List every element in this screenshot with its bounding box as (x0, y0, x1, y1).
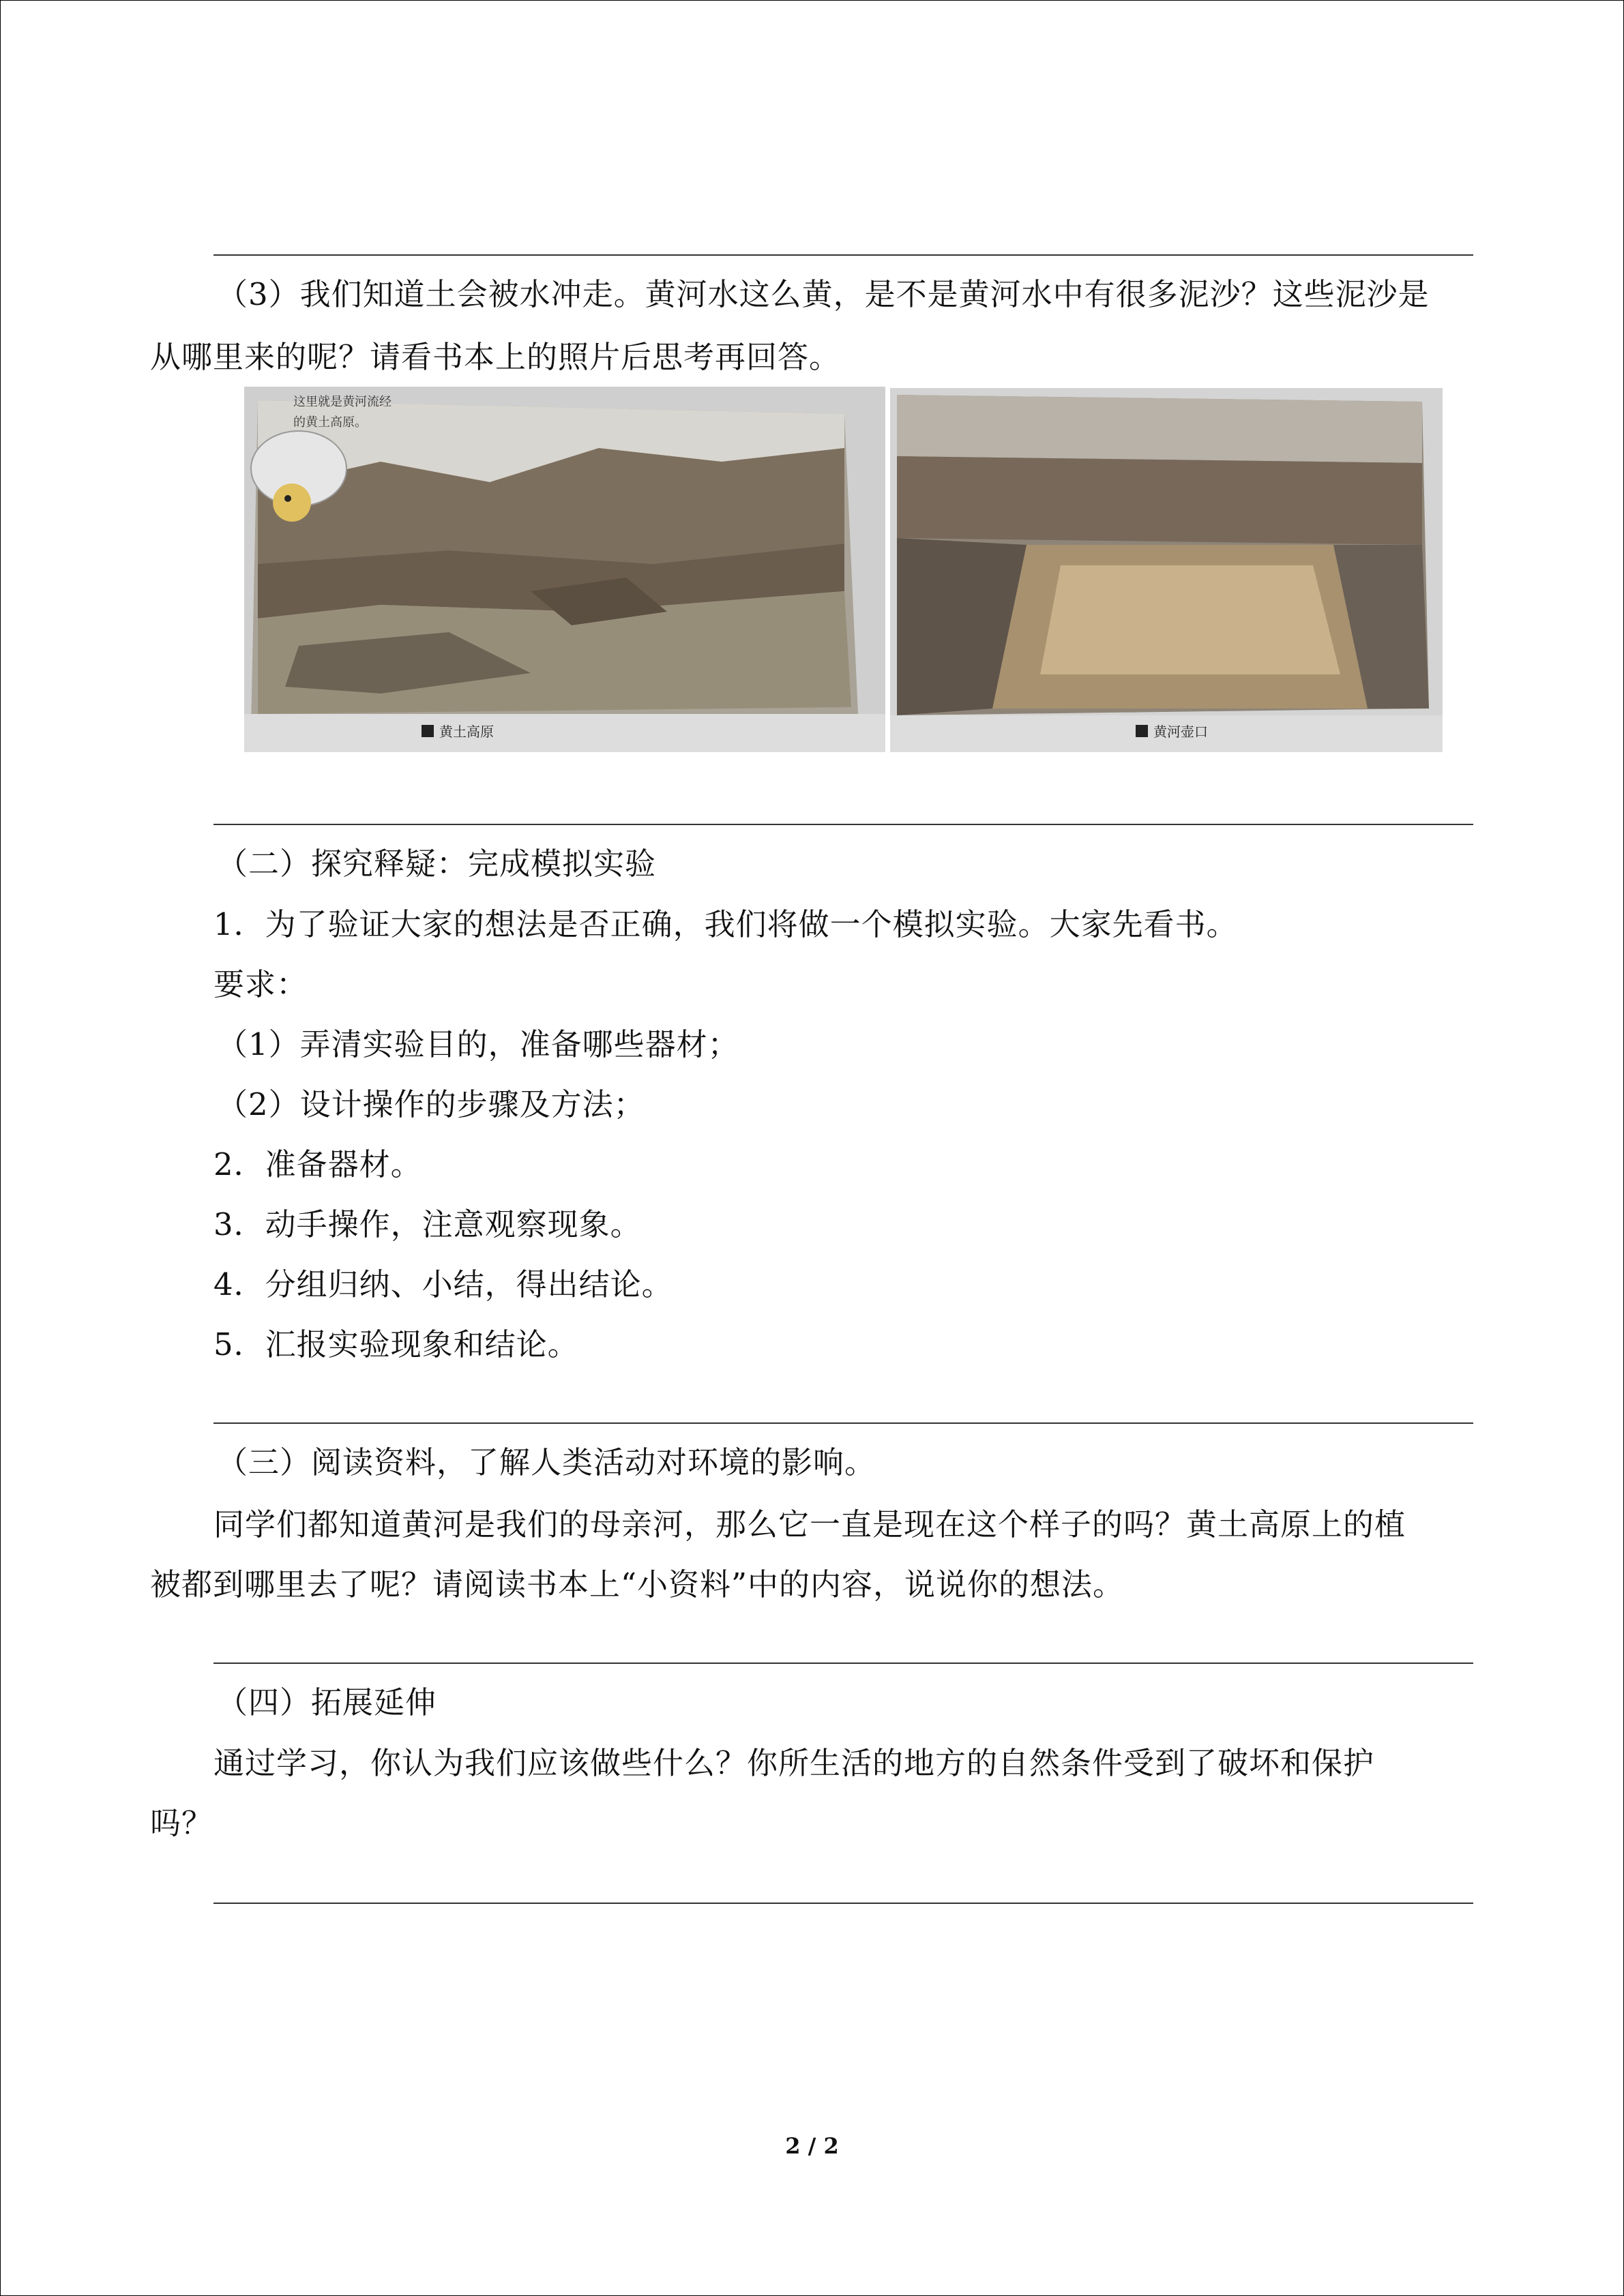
caption-text: 黄土高原 (439, 724, 494, 740)
list-item: （2）设计操作的步骤及方法； (217, 1086, 645, 1122)
paragraph-line: 被都到哪里去了呢？请阅读书本上“小资料”中的内容，说说你的想法。 (150, 1566, 1125, 1602)
bubble-text: 这里就是黄河流经 (293, 395, 392, 409)
hukou-waterfall-image (890, 388, 1443, 752)
section-divider (213, 1422, 1473, 1424)
list-item: 3．动手操作，注意观察现象。 (213, 1206, 642, 1242)
page-number: 2 / 2 (785, 2133, 839, 2159)
list-item: 4．分组归纳、小结，得出结论。 (213, 1266, 673, 1302)
list-item: 2．准备器材。 (213, 1146, 422, 1182)
loess-plateau-photo (244, 387, 885, 752)
list-item: 1．为了验证大家的想法是否正确，我们将做一个模拟实验。大家先看书。 (213, 906, 1238, 942)
section-heading: （三）阅读资料，了解人类活动对环境的影响。 (217, 1444, 876, 1480)
camera-icon (1136, 725, 1148, 737)
list-item: 要求： (213, 966, 308, 1002)
section-divider (213, 1903, 1473, 1904)
loess-plateau-image (244, 387, 885, 752)
list-item: （1）弄清实验目的，准备哪些器材； (217, 1026, 739, 1062)
bubble-text: 的黄土高原。 (293, 415, 367, 430)
paragraph-line: 吗？ (150, 1805, 213, 1841)
section-divider (213, 1663, 1473, 1664)
section-divider (213, 254, 1473, 256)
section-heading: （二）探究释疑：完成模拟实验 (217, 846, 657, 882)
paragraph-line: 通过学习，你认为我们应该做些什么？你所生活的地方的自然条件受到了破坏和保护 (213, 1745, 1375, 1781)
caption-text: 黄河壶口 (1153, 724, 1208, 740)
photo-caption (422, 721, 494, 741)
camera-icon (422, 725, 434, 737)
section-heading: （四）拓展延伸 (217, 1684, 437, 1720)
paragraph-line: （3）我们知道土会被水冲走。黄河水这么黄，是不是黄河水中有很多泥沙？这些泥沙是 (217, 276, 1430, 312)
hukou-waterfall-photo (890, 388, 1443, 752)
section-divider (213, 824, 1473, 825)
list-item: 5．汇报实验现象和结论。 (213, 1326, 579, 1362)
paragraph-line: 从哪里来的呢？请看书本上的照片后思考再回答。 (150, 339, 841, 375)
photo-caption (1136, 721, 1208, 741)
paragraph-line: 同学们都知道黄河是我们的母亲河，那么它一直是现在这个样子的吗？黄土高原上的植 (213, 1506, 1406, 1542)
